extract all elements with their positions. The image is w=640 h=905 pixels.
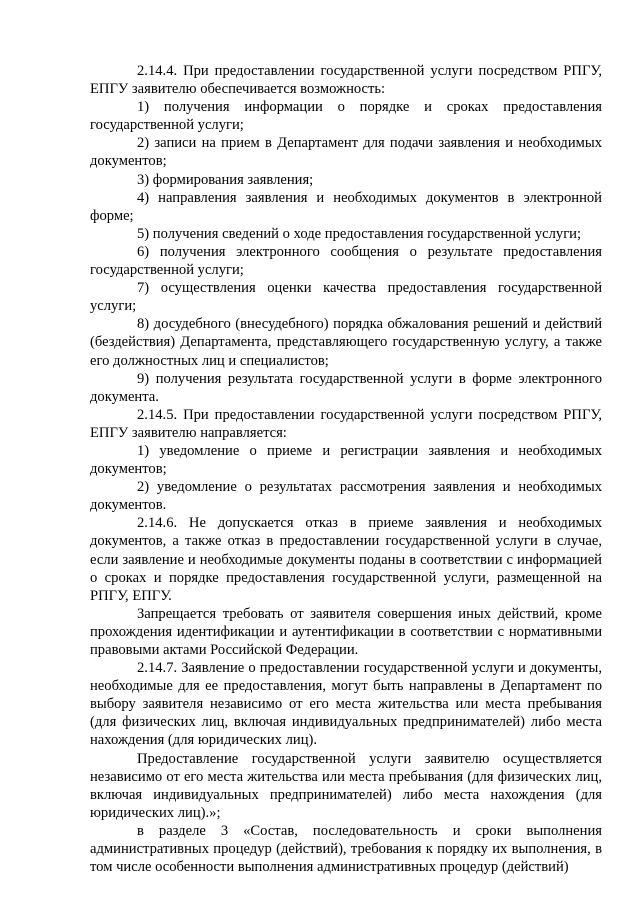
paragraph-provision: Предоставление государственной услуги заявителю осуществляется независимо от его места жительства или места пребывания (для физических лиц, включая индивидуальных предпринимателей) либо места нахождения (для юридических лиц).»; xyxy=(90,750,602,821)
list-item-7: 7) осуществления оценки качества предоставления государственной услуги; xyxy=(90,280,602,315)
list-item-2: 2) записи на прием в Департамент для подачи заявления и необходимых документов; xyxy=(90,135,602,170)
list-item-6: 6) получения электронного сообщения о результате предоставления государственной услуги; xyxy=(90,243,602,279)
list-item-4: 4) направления заявления и необходимых документов в электронной форме; xyxy=(90,189,602,224)
paragraph-2-14-7: 2.14.7. Заявление о предоставлении государственной услуги и документы, необходимые для ее предоставления, могут быть направлены в Департамент по выбору заявителя независимо от его места жительства или места пребывания (для физических лиц, включая индивидуальных предпринимателей) либо места нахождения (для юридических лиц). xyxy=(90,660,602,749)
list-item-8: 8) досудебного (внесудебного) порядка обжалования решений и действий (бездействия) Департамента, представляющего государственную услугу, а также его должностных лиц и специалистов; xyxy=(90,316,602,369)
paragraph-2-14-4: 2.14.4. При предоставлении государственной услуги посредством РПГУ, ЕПГУ заявителю обеспечивается возможность: xyxy=(90,63,602,98)
paragraph-prohibition: Запрещается требовать от заявителя совершения иных действий, кроме прохождения идентификации и аутентификации в соответствии с нормативными правовыми актами Российской Федерации. xyxy=(90,605,602,658)
paragraph-2-14-6: 2.14.6. Не допускается отказ в приеме заявления и необходимых документов, а также отказ в предоставлении государственной услуги в случае, если заявление и необходимые документы поданы в соответствии с информацией о сроках и порядке предоставления государственной услуги, размещенной на РПГУ, ЕПГУ. xyxy=(90,515,602,604)
list-item-9: 9) получения результата государственной услуги в форме электронного документа. xyxy=(90,370,602,405)
list-item-5: 5) получения сведений о ходе предоставления государственной услуги; xyxy=(137,225,582,242)
list-item-3: 3) формирования заявления; xyxy=(137,171,314,188)
list-item-2b: 2) уведомление о результатах рассмотрения заявления и необходимых документов. xyxy=(90,479,602,514)
document-body xyxy=(90,62,602,876)
paragraph-section-3: в разделе 3 «Состав, последовательность и сроки выполнения административных процедур (действий), требования к порядку их выполнения, в том числе особенности выполнения административных процедур (действий) xyxy=(90,822,602,876)
list-item-1: 1) получения информации о порядке и сроках предоставления государственной услуги; xyxy=(90,99,602,134)
list-item-1b: 1) уведомление о приеме и регистрации заявления и необходимых документов; xyxy=(90,442,602,478)
paragraph-2-14-5: 2.14.5. При предоставлении государственной услуги посредством РПГУ, ЕПГУ заявителю направляется: xyxy=(90,406,602,441)
